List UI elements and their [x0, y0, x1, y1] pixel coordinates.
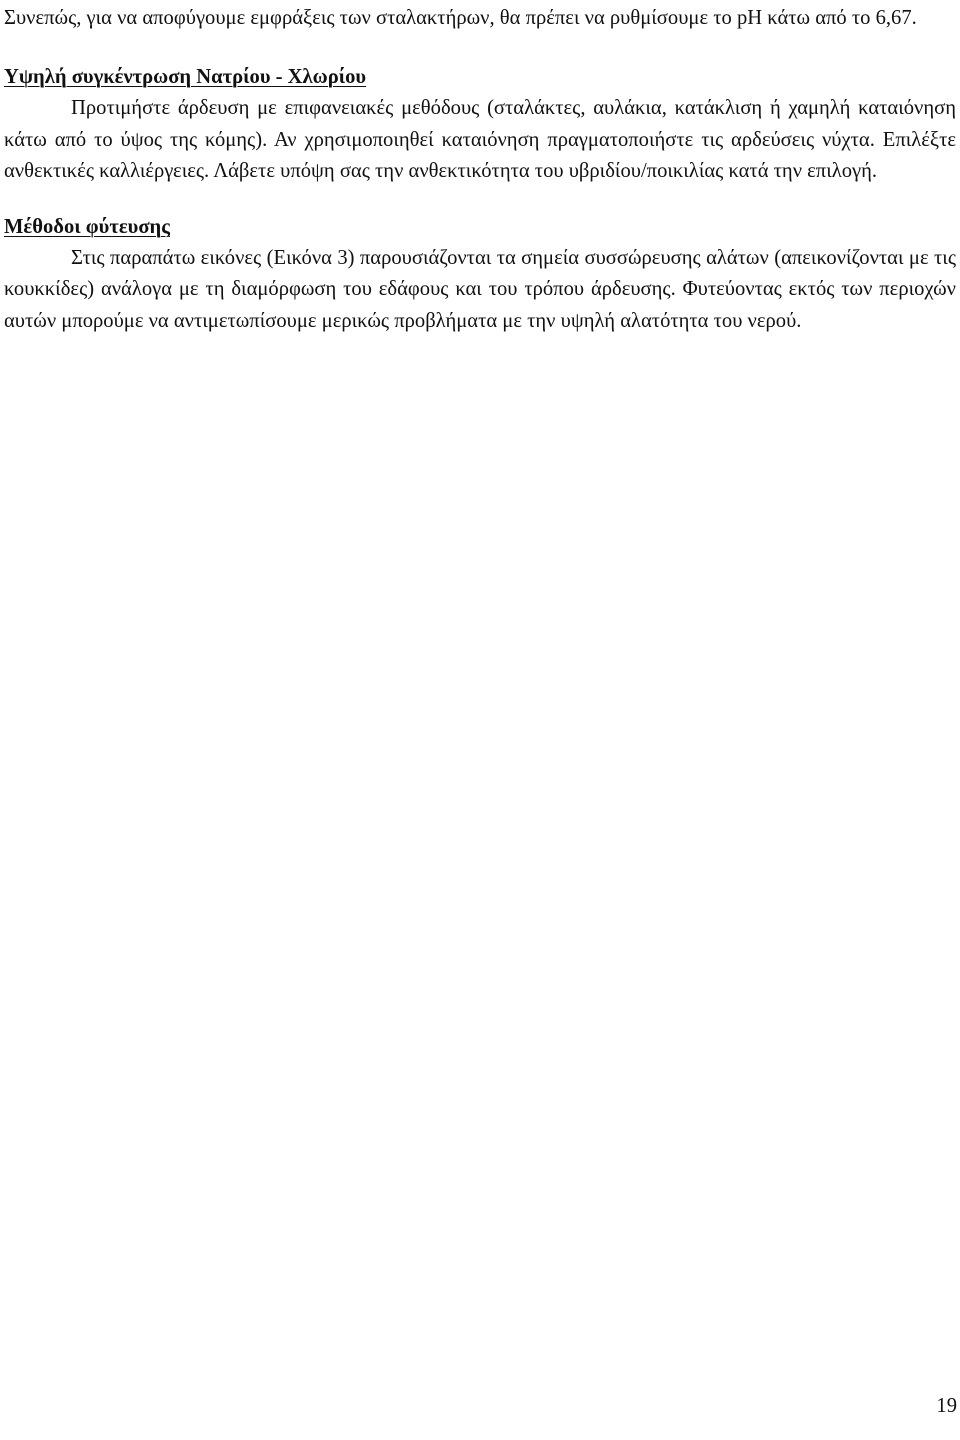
section-heading-sodium-chloride: Υψηλή συγκέντρωση Νατρίου - Χλωρίου [4, 66, 367, 89]
intro-paragraph: Συνεπώς, για να αποφύγουμε εμφράξεις των σταλακτήρων, θα πρέπει να ρυθμίσουμε το pH κάτω από το 6,67. [4, 7, 917, 29]
page-number: 19 [936, 1395, 957, 1417]
section-heading-planting-methods: Μέθοδοι φύτευσης [4, 216, 170, 239]
section-body-planting-methods: Στις παραπάτω εικόνες (Εικόνα 3) παρουσιάζονται τα σημεία συσσώρευσης αλάτων (απεικονίζονται με τις κουκκίδες) ανάλογα με τη διαμόρφωση του εδάφους και του τρόπου άρδευσης. Φυτεύοντας εκτός των περιοχών αυτών μπορούμε να αντιμετωπίσουμε μερικώς προβλήματα με την υψηλή αλατότητα του νερού. [4, 247, 956, 332]
document-page [4, 0, 956, 337]
section-body-sodium-chloride: Προτιμήστε άρδευση με επιφανειακές μεθόδους (σταλάκτες, αυλάκια, κατάκλιση ή χαμηλή καταιόνηση κάτω από το ύψος της κόμης). Αν χρησιμοποιηθεί καταιόνηση πραγματοποιήστε τις αρδεύσεις νύχτα. Επιλέξτε ανθεκτικές καλλιέργειες. Λάβετε υπόψη σας την ανθεκτικότητα του υβριδίου/ποικιλίας κατά την επιλογή. [4, 97, 956, 182]
